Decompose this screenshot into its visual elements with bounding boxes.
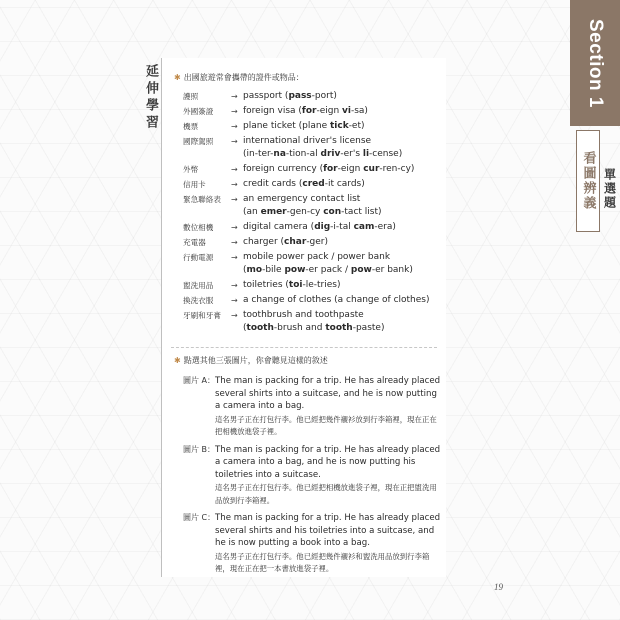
text-segment: ( xyxy=(243,323,247,333)
arrow-icon: → xyxy=(231,122,238,131)
section-label: Section 1 xyxy=(585,18,606,108)
text-segment: -port) xyxy=(311,91,337,101)
vocab-english xyxy=(243,279,340,292)
vocab-chinese: 換洗衣服 xyxy=(183,296,214,305)
text-segment: -eign xyxy=(337,164,364,174)
vocab-row xyxy=(183,90,445,103)
arrow-icon: → xyxy=(231,223,238,232)
stressed-syllable: for xyxy=(323,164,338,174)
text-segment: digital camera ( xyxy=(243,222,315,232)
dashed-divider xyxy=(171,347,437,348)
vocab-english xyxy=(243,178,365,191)
vocab-english xyxy=(243,105,368,118)
text-segment: mobile power pack / power bank xyxy=(243,252,391,262)
section-tab xyxy=(538,0,620,620)
text-segment: (in-ter- xyxy=(243,149,274,159)
vocab-english-line xyxy=(243,322,384,335)
vocab-row xyxy=(183,236,445,249)
vocab-english-line xyxy=(243,309,384,322)
vocab-row xyxy=(183,193,445,219)
picture-body xyxy=(215,512,441,576)
vocab-english xyxy=(243,135,402,161)
text-segment: foreign visa ( xyxy=(243,106,302,116)
picture-body xyxy=(215,444,441,508)
vocab-english-line xyxy=(243,251,413,264)
vocab-chinese: 國際駕照 xyxy=(183,137,214,146)
arrow-icon: → xyxy=(231,107,238,116)
vocab-row xyxy=(183,178,445,191)
text-segment: -era) xyxy=(374,222,396,232)
picture-body xyxy=(215,375,441,439)
vocab-english-line xyxy=(243,120,365,133)
text-segment: -bile xyxy=(262,265,285,275)
vocab-english-line xyxy=(243,279,340,292)
text-segment: -eign xyxy=(316,106,343,116)
picture-english: The man is packing for a trip. He has already placed several shirts and his toiletries into a suitcase, and he is now putting a book into a bag. xyxy=(215,513,441,549)
pictures-heading-text: 點選其他三張圖片，你會聽見這樣的敘述 xyxy=(183,356,328,365)
vocab-chinese: 緊急聯絡表 xyxy=(183,195,221,204)
text-segment: -gen-cy xyxy=(286,207,324,217)
picture-descriptions xyxy=(183,375,441,581)
page-number: 19 xyxy=(494,582,503,592)
text-segment: -le-tries) xyxy=(302,280,341,290)
stressed-syllable: cam xyxy=(353,222,375,232)
picture-english: The man is packing for a trip. He has already placed several shirts into a suitcase, and he is now putting a camera into a bag. xyxy=(215,376,441,412)
arrow-icon: → xyxy=(231,281,238,290)
vocab-english xyxy=(243,309,384,335)
vocab-english xyxy=(243,236,328,249)
text-segment: -ger) xyxy=(306,237,329,247)
stressed-syllable: emer xyxy=(260,207,287,217)
stressed-syllable: cur xyxy=(363,164,380,174)
vocab-row xyxy=(183,120,445,133)
text-segment: -paste) xyxy=(352,323,385,333)
arrow-icon: → xyxy=(231,92,238,101)
vocab-english-line xyxy=(243,294,430,307)
picture-label: 圖片 C： xyxy=(183,513,216,523)
vocab-english-line xyxy=(243,236,328,249)
category-tab xyxy=(576,130,600,232)
picture-chinese: 這名男子正在打包行李。他已經把幾件襯衫和盥洗用品放到行李箱裡，現在正在把一本書放進袋子裡。 xyxy=(215,551,430,574)
stressed-syllable: for xyxy=(301,106,317,116)
text-segment: -er bank) xyxy=(371,265,413,275)
arrow-icon: → xyxy=(231,195,238,204)
vocab-row xyxy=(183,135,445,161)
arrow-icon: → xyxy=(231,165,238,174)
text-segment: plane ticket (plane xyxy=(243,121,330,131)
text-segment: -i-tal xyxy=(330,222,354,232)
text-segment: toiletries ( xyxy=(243,280,289,290)
vocab-english xyxy=(243,90,337,103)
stressed-syllable: cred xyxy=(302,179,325,189)
vocab-english-line xyxy=(243,193,382,206)
vocab-english xyxy=(243,120,365,133)
vocab-list xyxy=(183,90,445,337)
vocab-chinese: 機票 xyxy=(183,122,199,131)
stressed-syllable: pow xyxy=(284,265,306,275)
text-segment: -er's xyxy=(340,149,363,159)
text-segment: -cense) xyxy=(369,149,403,159)
vocab-chinese: 數位相機 xyxy=(183,223,214,232)
vocab-english-line xyxy=(243,135,402,148)
arrow-icon: → xyxy=(231,296,238,305)
vocab-row xyxy=(183,105,445,118)
text-segment: -it cards) xyxy=(324,179,365,189)
picture-description xyxy=(183,375,441,439)
stressed-syllable: tooth xyxy=(325,323,353,333)
text-segment: -brush and xyxy=(273,323,326,333)
vocab-chinese: 外幣 xyxy=(183,165,199,174)
vocab-row xyxy=(183,279,445,292)
arrow-icon: → xyxy=(231,253,238,262)
vocab-english-line xyxy=(243,163,414,176)
vocab-english-line xyxy=(243,105,368,118)
stressed-syllable: dig xyxy=(314,222,331,232)
category-label: 看圖辨義 xyxy=(580,151,596,211)
vocab-chinese: 行動電源 xyxy=(183,253,214,262)
picture-label: 圖片 A： xyxy=(183,376,216,385)
text-segment: toothbrush and toothpaste xyxy=(243,310,364,320)
vocab-english-line xyxy=(243,178,365,191)
text-segment: -et) xyxy=(348,121,365,131)
arrow-icon: → xyxy=(231,137,238,146)
vocab-chinese: 盥洗用品 xyxy=(183,281,214,290)
vocab-row xyxy=(183,163,445,176)
arrow-icon: → xyxy=(231,238,238,247)
stressed-syllable: con xyxy=(323,207,342,217)
text-segment: international driver's license xyxy=(243,136,372,146)
stressed-syllable: pow xyxy=(350,265,372,275)
star-icon: ✱ xyxy=(174,73,181,82)
stressed-syllable: na xyxy=(273,149,286,159)
stressed-syllable: tick xyxy=(329,121,349,131)
stressed-syllable: driv xyxy=(320,149,341,159)
pictures-heading xyxy=(174,355,328,366)
vocab-english xyxy=(243,251,413,277)
text-segment: -er pack / xyxy=(305,265,351,275)
picture-chinese: 這名男子正在打包行李。他已經把相機放進袋子裡，現在正把盥洗用品放到行李箱裡。 xyxy=(215,483,437,505)
vocab-english-line xyxy=(243,206,382,219)
vocab-heading-text: 出國旅遊常會攜帶的證件或物品： xyxy=(183,73,304,82)
picture-description xyxy=(183,444,441,508)
vocab-english-line xyxy=(243,264,413,277)
vocab-english-line xyxy=(243,90,337,103)
vocab-row xyxy=(183,294,445,307)
vocab-chinese: 牙刷和牙膏 xyxy=(183,311,221,320)
vocab-english xyxy=(243,163,414,176)
text-segment: -tion-al xyxy=(285,149,321,159)
vocab-chinese: 充電器 xyxy=(183,238,206,247)
vocab-english-line xyxy=(243,221,396,234)
vocab-english xyxy=(243,193,382,219)
text-segment: -ren-cy) xyxy=(379,164,415,174)
vocab-english-line xyxy=(243,148,402,161)
stressed-syllable: char xyxy=(284,237,307,247)
vocab-row xyxy=(183,309,445,335)
picture-english: The man is packing for a trip. He has already placed a camera into a bag, and he is now putting his toiletries into a suitcase. xyxy=(215,444,441,480)
text-segment: credit cards ( xyxy=(243,179,303,189)
text-segment: passport ( xyxy=(243,91,289,101)
text-segment: charger ( xyxy=(243,237,285,247)
vocab-chinese: 護照 xyxy=(183,92,199,101)
stressed-syllable: pass xyxy=(288,91,312,101)
question-type-label: 單選題 xyxy=(602,168,617,210)
stressed-syllable: mo xyxy=(246,265,263,275)
stressed-syllable: toi xyxy=(288,280,303,290)
vocab-row xyxy=(183,221,445,234)
stressed-syllable: vi xyxy=(342,106,351,116)
star-icon: ✱ xyxy=(174,356,181,365)
text-segment: foreign currency ( xyxy=(243,164,324,174)
vocab-chinese: 外國簽證 xyxy=(183,107,214,116)
stressed-syllable: tooth xyxy=(246,323,274,333)
arrow-icon: → xyxy=(231,180,238,189)
text-segment: (an xyxy=(243,207,261,217)
text-segment: -tact list) xyxy=(341,207,382,217)
stressed-syllable: li xyxy=(362,149,370,159)
vocab-chinese: 信用卡 xyxy=(183,180,206,189)
section-label-block xyxy=(570,0,620,126)
text-segment: ( xyxy=(243,265,247,275)
text-segment: -sa) xyxy=(350,106,368,116)
extended-learning-label: 延伸學習 xyxy=(143,64,158,132)
vocab-heading xyxy=(174,72,304,83)
text-segment: an emergency contact list xyxy=(243,194,361,204)
picture-chinese: 這名男子正在打包行李。他已經把幾件襯衫放到行李箱裡，現在正在把相機放進袋子裡。 xyxy=(215,414,437,437)
vocab-english xyxy=(243,294,430,307)
vocab-english xyxy=(243,221,396,234)
text-segment: a change of clothes (a change of clothes) xyxy=(243,295,430,305)
vocab-row xyxy=(183,251,445,277)
arrow-icon: → xyxy=(231,311,238,320)
picture-description xyxy=(183,512,441,576)
question-type-tab xyxy=(600,168,620,238)
picture-label: 圖片 B： xyxy=(183,444,216,454)
